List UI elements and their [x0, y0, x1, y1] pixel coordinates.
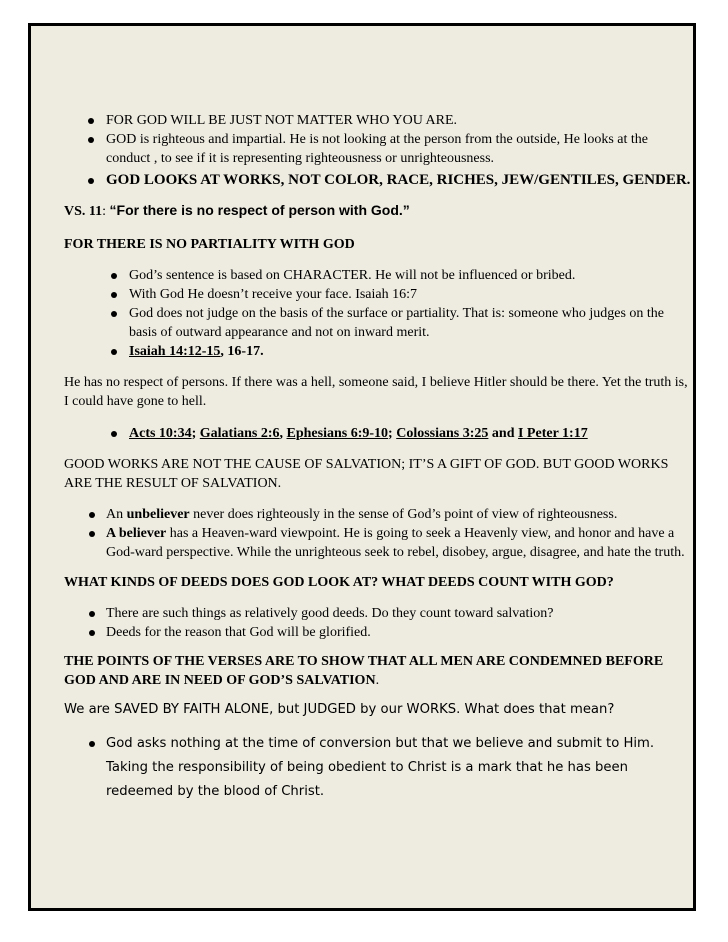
list-item: God does not judge on the basis of the surface or partiality. That is: someone who judges on the basis of outward appearance and not on inward merit. — [64, 304, 692, 342]
bullet-icon — [89, 531, 95, 537]
bullet-icon — [89, 630, 95, 636]
scripture-link[interactable]: I Peter 1:17 — [517, 426, 588, 441]
verse-line: VS. 11: “For there is no respect of person with God.” — [64, 202, 410, 219]
page-frame — [28, 23, 696, 911]
list-item: FOR GOD WILL BE JUST NOT MATTER WHO YOU ARE. — [64, 111, 692, 130]
list-item: There are such things as relatively good deeds. Do they count toward salvation? — [64, 604, 692, 623]
section-heading: WHAT KINDS OF DEEDS DOES GOD LOOK AT? WHAT DEEDS COUNT WITH GOD? — [64, 575, 614, 590]
paragraph: GOOD WORKS ARE NOT THE CAUSE OF SALVATION; IT’S A GIFT OF GOD. BUT GOOD WORKS ARE THE RESULT OF SALVATION. — [64, 457, 669, 491]
section-heading: FOR THERE IS NO PARTIALITY WITH GOD — [64, 237, 355, 252]
section-heading: THE POINTS OF THE VERSES ARE TO SHOW THAT ALL MEN ARE CONDEMNED BEFORE GOD AND ARE IN NEED OF GOD’S SALVATION. — [64, 654, 664, 688]
bullet-icon — [88, 178, 94, 184]
scripture-link[interactable]: Galatians 2:6 — [199, 426, 280, 441]
bullet-icon — [111, 311, 117, 317]
bullet-icon — [89, 741, 95, 747]
list-item: GOD is righteous and impartial. He is not looking at the person from the outside, He looks at the conduct , to see if it is representing righteousness or unrighteousness. — [64, 130, 692, 168]
bullet-icon — [88, 118, 94, 124]
scripture-link[interactable]: Ephesians 6:9-10 — [286, 426, 389, 441]
list-item: Acts 10:34; Galatians 2:6, Ephesians 6:9-10; Colossians 3:25 and I Peter 1:17 — [64, 424, 692, 443]
verse-label: VS. 11 — [64, 204, 103, 219]
list-item: God asks nothing at the time of conversion but that we believe and submit to Him. Taking the responsibility of being obedient to Christ is a mark that he has been redeemed by the blood of Christ. — [64, 732, 692, 804]
list-item: God’s sentence is based on CHARACTER. He will not be influenced or bribed. — [64, 266, 692, 285]
document-body — [64, 84, 692, 804]
bullet-list-deeds — [64, 604, 692, 642]
list-item: Deeds for the reason that God will be glorified. — [64, 623, 692, 642]
paragraph: He has no respect of persons. If there was a hell, someone said, I believe Hitler should be there. Yet the truth is, I could have gone to hell. — [64, 375, 688, 409]
bullet-list-partiality — [64, 266, 692, 361]
list-item: An unbeliever never does righteously in the sense of God’s point of view of righteousness. — [64, 505, 692, 524]
list-item: With God He doesn’t receive your face. Isaiah 16:7 — [64, 285, 692, 304]
list-item: GOD LOOKS AT WORKS, NOT COLOR, RACE, RICHES, JEW/GENTILES, GENDER. — [64, 170, 692, 191]
bullet-list-references — [64, 424, 692, 443]
bullet-icon — [88, 137, 94, 143]
list-item: Isaiah 14:12-15, 16-17. — [64, 342, 692, 361]
bullet-icon — [111, 273, 117, 279]
bullet-icon — [111, 349, 117, 355]
bullet-list-conversion — [64, 732, 692, 804]
scripture-link[interactable]: Isaiah 14:12-15 — [129, 344, 221, 359]
bullet-icon — [89, 611, 95, 617]
saved-line: We are SAVED BY FAITH ALONE, but JUDGED by our WORKS. What does that mean? — [64, 702, 615, 717]
bullet-icon — [111, 292, 117, 298]
bullet-list-believers — [64, 505, 692, 562]
bullet-icon — [111, 431, 117, 437]
scripture-link[interactable]: Acts 10:34 — [129, 426, 192, 441]
bullet-list-justice — [64, 111, 692, 191]
verse-quote: “For there is no respect of person with God.” — [109, 202, 410, 218]
bullet-icon — [89, 512, 95, 518]
list-item: A believer has a Heaven-ward viewpoint. He is going to seek a Heavenly view, and honor and have a God-ward perspective. While the unrighteous seek to rebel, disobey, argue, disagree, and hate the truth. — [64, 524, 692, 562]
scripture-link[interactable]: Colossians 3:25 — [396, 426, 489, 441]
